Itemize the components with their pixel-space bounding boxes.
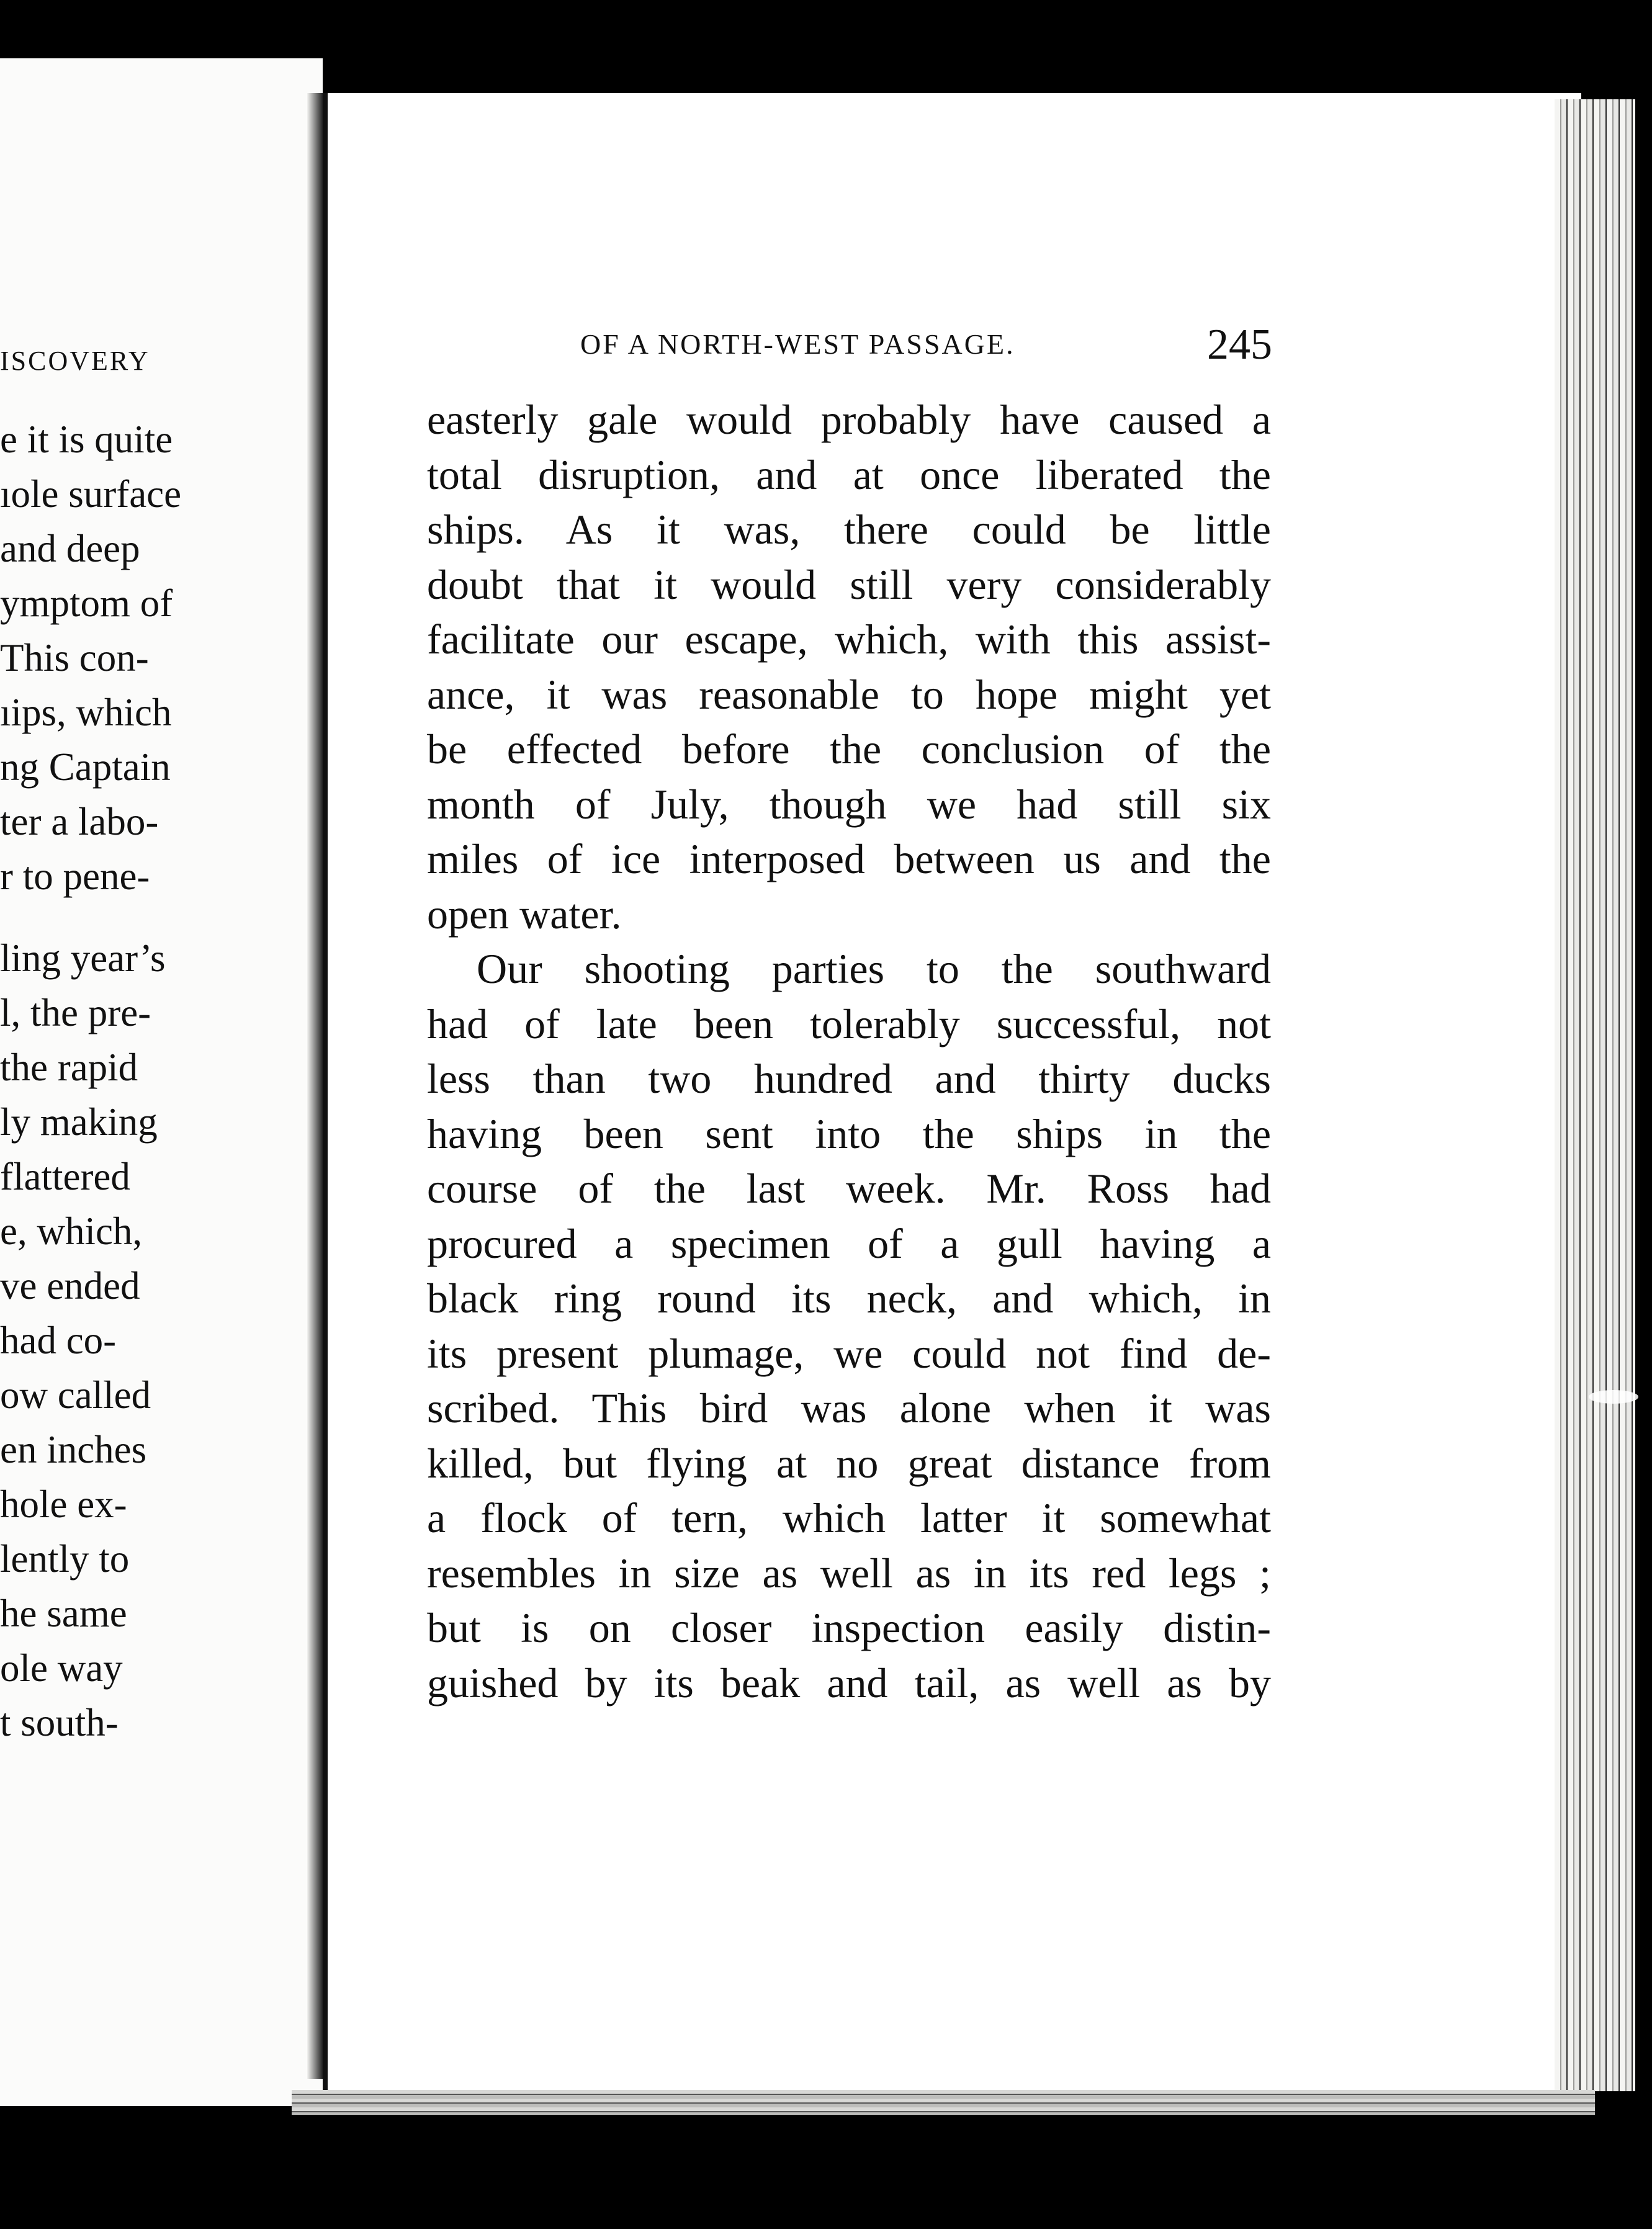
left-running-head: ISCOVERY (0, 346, 150, 376)
edge-mark (1589, 1390, 1638, 1404)
text-line: less than two hundred and thirty ducks (427, 1055, 1271, 1102)
left-line: he same (0, 1592, 127, 1635)
left-line: ow called (0, 1373, 151, 1417)
left-line: ng Captain (0, 745, 171, 789)
text-line: scribed. This bird was alone when it was (427, 1384, 1271, 1432)
left-line: flattered (0, 1155, 130, 1198)
left-line: t south- (0, 1701, 119, 1744)
left-line: e, which, (0, 1209, 143, 1253)
left-line: had co- (0, 1319, 117, 1362)
text-line: black ring round its neck, and which, in (427, 1275, 1271, 1322)
running-title: OF A NORTH-WEST PASSAGE. (580, 328, 1015, 360)
page-edge (1555, 99, 1635, 2091)
bottom-page-edge (292, 2090, 1595, 2115)
text-line: but is on closer inspection easily distin- (427, 1604, 1271, 1651)
left-line: ve ended (0, 1264, 140, 1307)
text-line: a flock of tern, which latter it somewhat (427, 1494, 1271, 1541)
left-line: r to pene- (0, 854, 150, 898)
left-line: hole ex- (0, 1482, 127, 1526)
text-line: doubt that it would still very considerably (427, 560, 1271, 608)
left-line: ly making (0, 1100, 158, 1144)
left-line: ole way (0, 1646, 123, 1690)
text-line: guished by its beak and tail, as well as by (427, 1659, 1271, 1707)
left-line: ter a labo- (0, 800, 159, 843)
page-number: 245 (1207, 321, 1272, 369)
left-line: l, the pre- (0, 991, 151, 1034)
left-page-text (0, 412, 181, 1750)
text-line: ships. As it was, there could be little (427, 506, 1271, 553)
text-line: ance, it was reasonable to hope might yet (427, 670, 1271, 718)
left-line: ling year’s (0, 936, 166, 980)
left-page (0, 58, 323, 2106)
text-line: having been sent into the ships in the (427, 1110, 1271, 1157)
left-line: en inches (0, 1428, 147, 1471)
text-line: killed, but flying at no great distance from (427, 1439, 1271, 1487)
text-line: month of July, though we had still six (427, 780, 1271, 828)
text-line: easterly gale would probably have caused a (427, 396, 1271, 443)
text-line: total disruption, and at once liberated the (427, 451, 1271, 498)
text-line: open water. (427, 890, 622, 938)
text-line: resembles in size as well as in its red legs ; (427, 1549, 1271, 1597)
left-line: lently to (0, 1537, 130, 1581)
text-line: be effected before the conclusion of the (427, 725, 1271, 773)
left-line: ymptom of (0, 581, 173, 625)
text-line: miles of ice interposed between us and the (427, 835, 1271, 882)
text-line: had of late been tolerably successful, not (427, 1000, 1271, 1047)
left-line: and deep (0, 527, 140, 570)
text-line: course of the last week. Mr. Ross had (427, 1165, 1271, 1212)
text-line: its present plumage, we could not find de- (427, 1329, 1271, 1377)
running-head (580, 321, 1272, 369)
text-line: facilitate our escape, which, with this assist- (427, 616, 1271, 663)
left-line: ıips, which (0, 691, 172, 734)
text-line: Our shooting parties to the southward (477, 945, 1271, 992)
text-line: procured a specimen of a gull having a (427, 1219, 1271, 1267)
left-line: the rapid (0, 1046, 138, 1089)
left-line: ıole surface (0, 472, 182, 516)
body-text (427, 392, 1271, 1710)
left-line: e it is quite (0, 418, 173, 461)
left-line: This con- (0, 636, 149, 679)
